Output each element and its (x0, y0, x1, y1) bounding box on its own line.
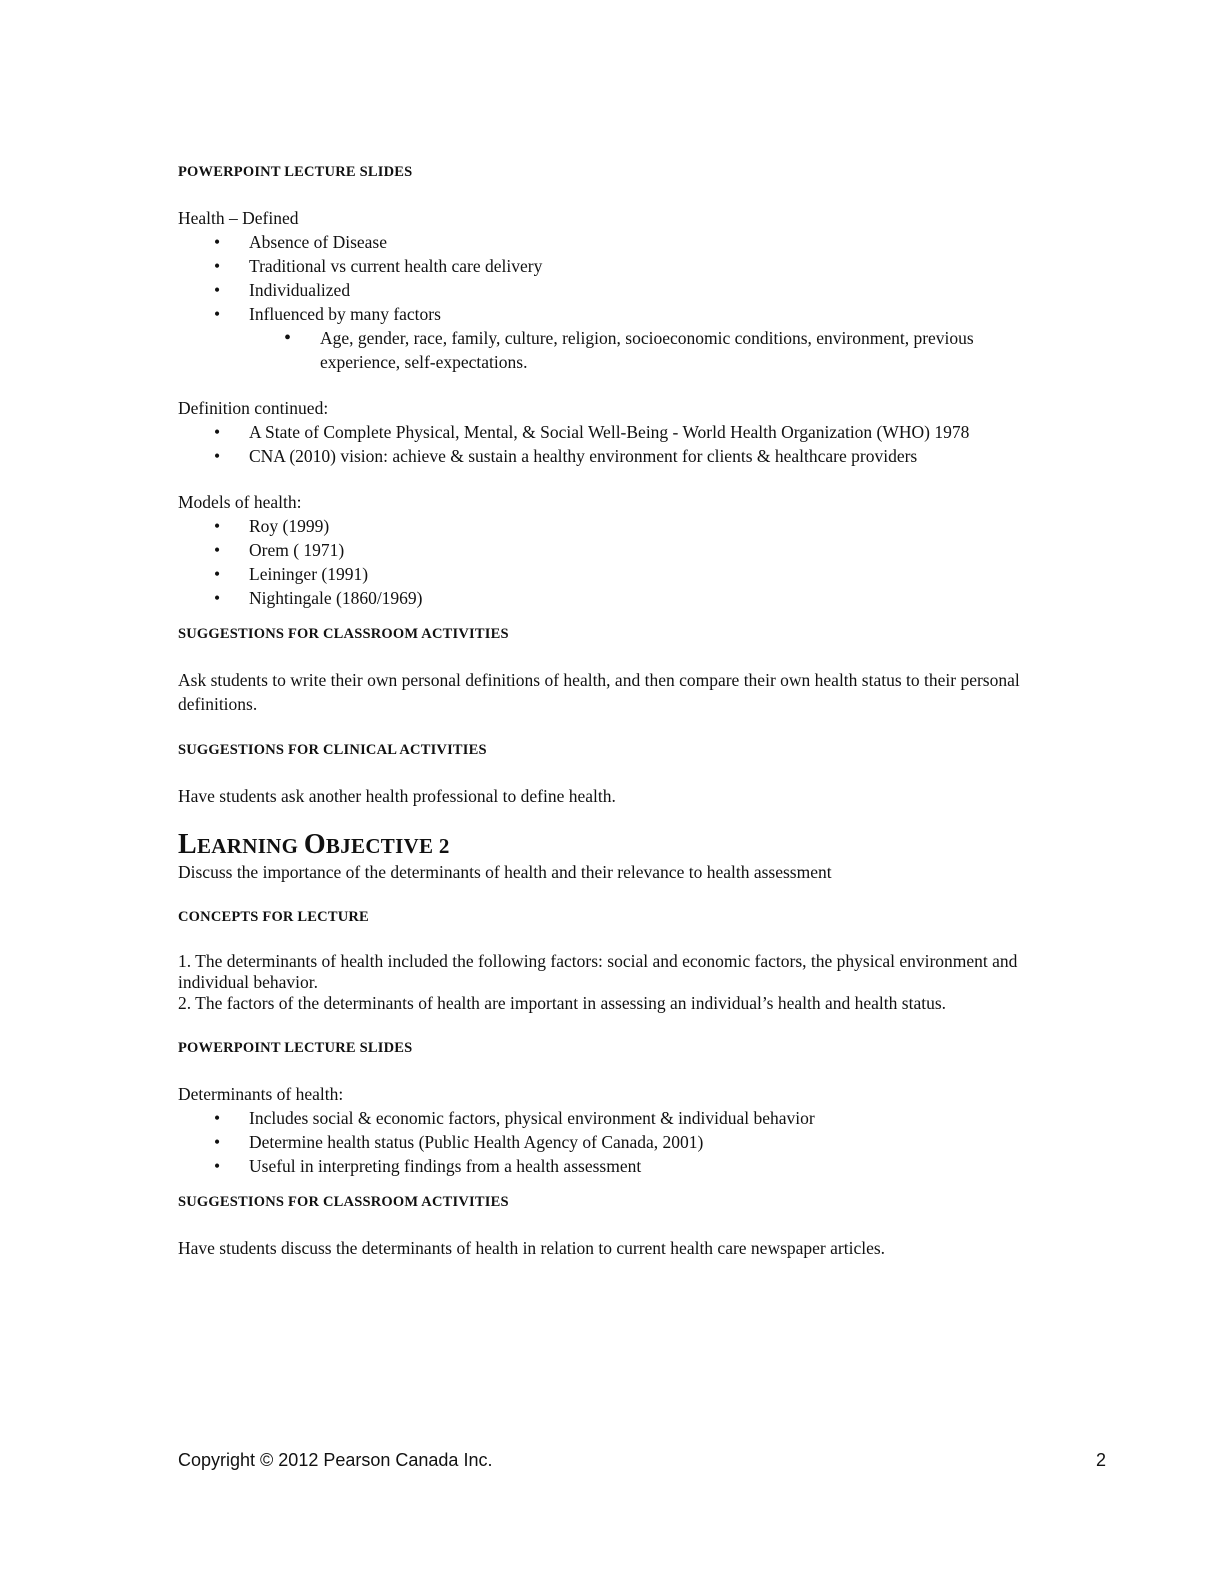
list-item: • Determine health status (Public Health Agency of Canada, 2001) (178, 1130, 1038, 1154)
list-item: • Traditional vs current health care delivery (178, 254, 1038, 278)
list-item: • Orem ( 1971) (178, 538, 1038, 562)
learning-objective-title: LEARNING OBJECTIVE 2 (178, 829, 450, 860)
list-item: • Roy (1999) (178, 514, 1038, 538)
section-heading-classroom: SUGGESTIONS FOR CLASSROOM ACTIVITIES (178, 1194, 509, 1210)
models-of-health-label: Models of health: (178, 492, 302, 512)
list-item: • Individualized (178, 278, 1038, 302)
models-list (178, 514, 1038, 610)
list-item: • Leininger (1991) (178, 562, 1038, 586)
health-defined-label: Health – Defined (178, 208, 299, 228)
definition-list (178, 420, 1038, 468)
section-heading-clinical: SUGGESTIONS FOR CLINICAL ACTIVITIES (178, 742, 487, 758)
list-item: • Nightingale (1860/1969) (178, 586, 1038, 610)
page-number: 2 (1095, 1450, 1106, 1470)
list-item: • A State of Complete Physical, Mental, & Social Well-Being - World Health Organization (WHO) 1978 (178, 420, 1038, 444)
document-page (178, 160, 1038, 1260)
sub-list-item: • Age, gender, race, family, culture, religion, socioeconomic conditions, environment, previous experience, self-expectations. (178, 326, 1038, 374)
copyright-text: Copyright © 2012 Pearson Canada Inc. (178, 1450, 493, 1470)
classroom-activity-text: Have students discuss the determinants of health in relation to current health care newspaper articles. (178, 1238, 886, 1258)
section-heading-powerpoint: POWERPOINT LECTURE SLIDES (178, 1040, 413, 1056)
health-defined-list (178, 230, 1038, 326)
concepts-list (178, 951, 1038, 1014)
concept-item: 2. The factors of the determinants of health are important in assessing an individual’s health and health status. (178, 993, 947, 1013)
concept-item: 1. The determinants of health included the following factors: social and economic factors, the physical environment and individual behavior. (178, 951, 1018, 992)
list-item: • CNA (2010) vision: achieve & sustain a healthy environment for clients & healthcare providers (178, 444, 1038, 468)
learning-objective-description: Discuss the importance of the determinants of health and their relevance to health assessment (178, 862, 832, 882)
definition-continued-label: Definition continued: (178, 398, 329, 418)
list-item: • Influenced by many factors (178, 302, 1038, 326)
section-heading-powerpoint: POWERPOINT LECTURE SLIDES (178, 164, 413, 180)
list-item: • Includes social & economic factors, physical environment & individual behavior (178, 1106, 1038, 1130)
factors-sublist (178, 326, 1038, 374)
classroom-activity-text: Ask students to write their own personal definitions of health, and then compare their own health status to their personal definitions. (178, 670, 1020, 714)
section-heading-concepts: CONCEPTS FOR LECTURE (178, 909, 369, 925)
list-item: • Useful in interpreting findings from a health assessment (178, 1154, 1038, 1178)
page-footer (178, 1450, 1106, 1471)
clinical-activity-text: Have students ask another health professional to define health. (178, 786, 616, 806)
determinants-list (178, 1106, 1038, 1178)
list-item: • Absence of Disease (178, 230, 1038, 254)
section-heading-classroom: SUGGESTIONS FOR CLASSROOM ACTIVITIES (178, 626, 509, 642)
determinants-label: Determinants of health: (178, 1084, 344, 1104)
